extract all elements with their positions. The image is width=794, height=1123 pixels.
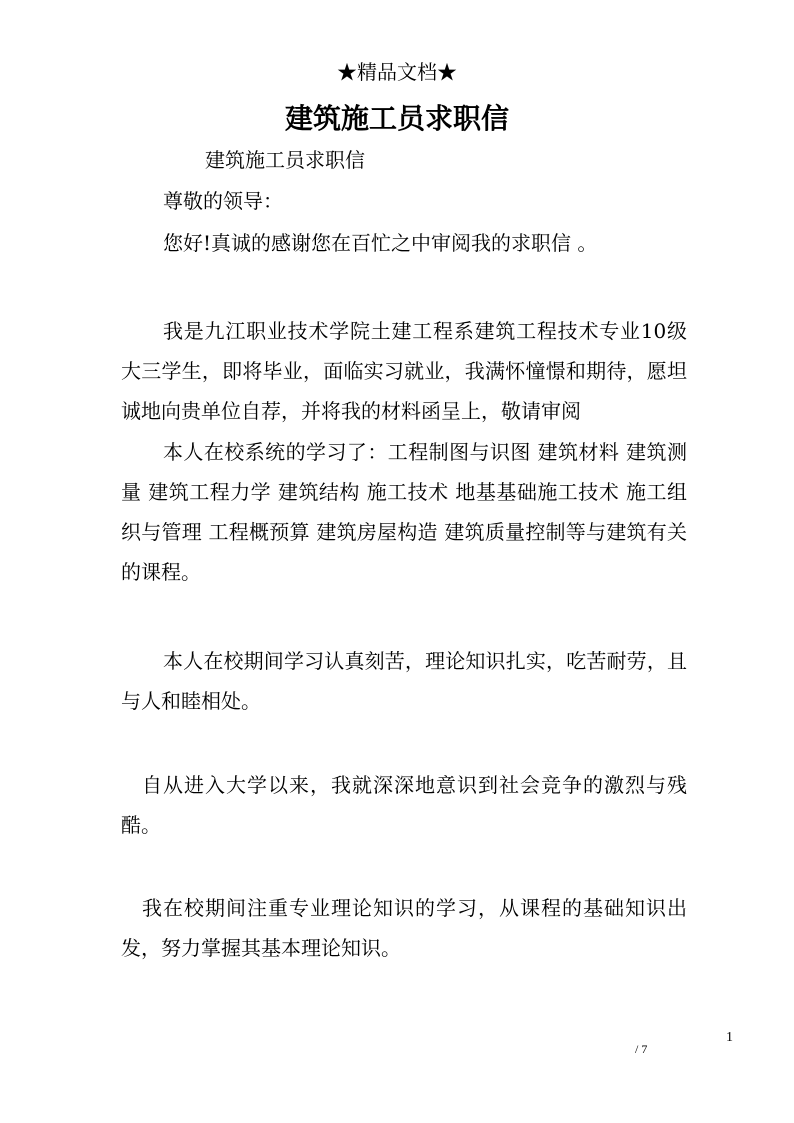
document-title: 建筑施工员求职信 [284,102,509,135]
greeting: 您好!真诚的感谢您在百忙之中审阅我的求职信 。 [163,231,598,255]
document-subtitle: 建筑施工员求职信 [205,148,365,172]
page-number: 1 [726,1030,733,1045]
page-count: / 7 [635,1042,648,1056]
document-header-label: ★精品文档★ [337,60,457,84]
paragraph-introduction: 我是九江职业技术学院土建工程系建筑工程技术专业10级大三学生，即将毕业，面临实习就业，我满怀憧憬和期待，愿坦诚地向贵单位自荐，并将我的材料函呈上，敬请审阅 [121,319,687,423]
paragraph-courses: 本人在校系统的学习了：工程制图与识图 建筑材料 建筑测量 建筑工程力学 建筑结构 施工技术 地基基础施工技术 施工组织与管理 工程概预算 建筑房屋构造 建筑质量控制等与建筑有关的课程。 [121,440,687,584]
salutation: 尊敬的领导： [163,189,283,213]
paragraph-study-attitude: 本人在校期间学习认真刻苦，理论知识扎实，吃苦耐劳，且与人和睦相处。 [121,649,687,713]
paragraph-competition: 自从进入大学以来，我就深深地意识到社会竞争的激烈与残酷。 [121,773,687,837]
paragraph-theory: 我在校期间注重专业理论知识的学习，从课程的基础知识出发，努力掌握其基本理论知识。 [121,896,687,960]
